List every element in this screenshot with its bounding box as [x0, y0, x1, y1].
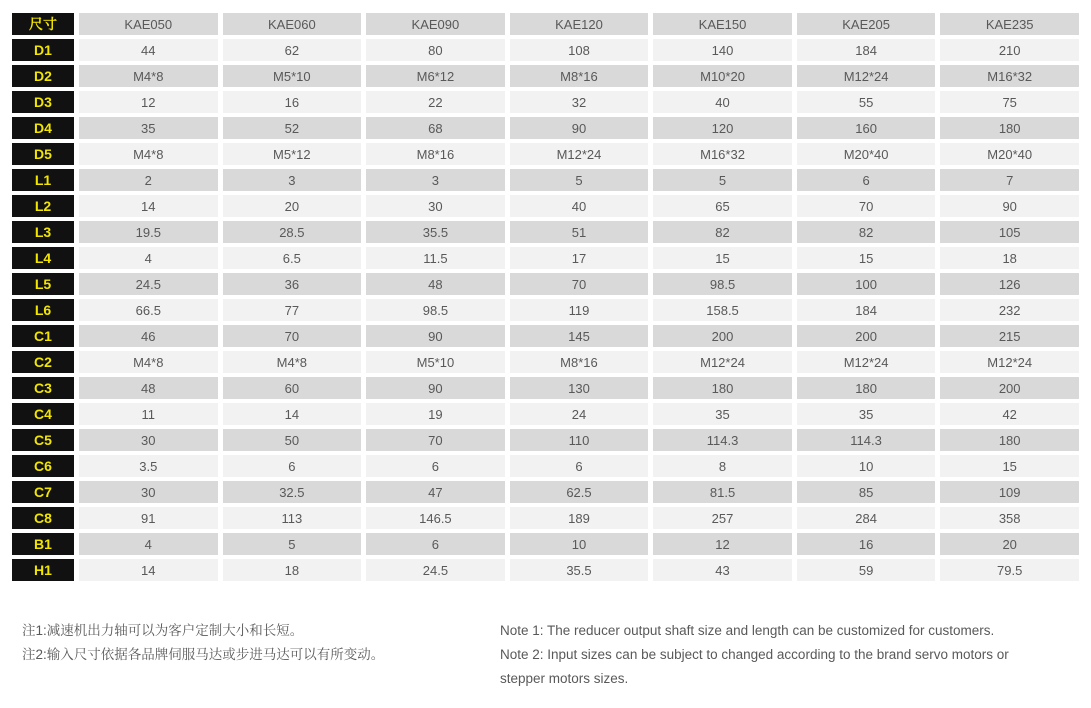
value-cell: 65	[653, 195, 792, 217]
table-row-c2	[12, 351, 1079, 373]
value-cell: 130	[510, 377, 649, 399]
value-cell: 184	[797, 39, 936, 61]
value-cell: 180	[653, 377, 792, 399]
value-cell: 66.5	[79, 299, 218, 321]
value-cell: M12*24	[940, 351, 1079, 373]
value-cell: 19	[366, 403, 505, 425]
value-cell: M8*16	[366, 143, 505, 165]
value-cell: 5	[223, 533, 362, 555]
value-cell: 14	[79, 559, 218, 581]
value-cell: 55	[797, 91, 936, 113]
value-cell: 180	[940, 117, 1079, 139]
value-cell: 108	[510, 39, 649, 61]
value-cell: 3	[366, 169, 505, 191]
note-zh-1: 注1:减速机出力轴可以为客户定制大小和长短。	[22, 623, 304, 638]
row-label-l1: L1	[12, 169, 74, 191]
table-row-c6	[12, 455, 1079, 477]
value-cell: 47	[366, 481, 505, 503]
column-header-kae205: KAE205	[797, 13, 936, 35]
value-cell: M6*12	[366, 65, 505, 87]
value-cell: 14	[223, 403, 362, 425]
value-cell: 60	[223, 377, 362, 399]
value-cell: 189	[510, 507, 649, 529]
table-row-l3	[12, 221, 1079, 243]
value-cell: 40	[653, 91, 792, 113]
table-row-d1	[12, 39, 1079, 61]
value-cell: 30	[79, 429, 218, 451]
value-cell: 4	[79, 247, 218, 269]
row-label-c8: C8	[12, 507, 74, 529]
row-label-d3: D3	[12, 91, 74, 113]
value-cell: 4	[79, 533, 218, 555]
value-cell: 70	[797, 195, 936, 217]
table-row-d5	[12, 143, 1079, 165]
value-cell: 40	[510, 195, 649, 217]
value-cell: 68	[366, 117, 505, 139]
value-cell: 145	[510, 325, 649, 347]
value-cell: 17	[510, 247, 649, 269]
value-cell: 158.5	[653, 299, 792, 321]
value-cell: 90	[510, 117, 649, 139]
header-row	[12, 13, 1079, 35]
row-label-c5: C5	[12, 429, 74, 451]
value-cell: 126	[940, 273, 1079, 295]
value-cell: 46	[79, 325, 218, 347]
value-cell: 42	[940, 403, 1079, 425]
table-row-l1	[12, 169, 1079, 191]
value-cell: 114.3	[653, 429, 792, 451]
value-cell: 90	[366, 325, 505, 347]
value-cell: 15	[940, 455, 1079, 477]
value-cell: 5	[510, 169, 649, 191]
value-cell: 119	[510, 299, 649, 321]
value-cell: 98.5	[366, 299, 505, 321]
value-cell: 100	[797, 273, 936, 295]
value-cell: 200	[797, 325, 936, 347]
value-cell: 90	[940, 195, 1079, 217]
value-cell: M4*8	[79, 65, 218, 87]
value-cell: 257	[653, 507, 792, 529]
value-cell: 48	[366, 273, 505, 295]
value-cell: M12*24	[510, 143, 649, 165]
value-cell: M5*12	[223, 143, 362, 165]
value-cell: 6	[797, 169, 936, 191]
value-cell: 28.5	[223, 221, 362, 243]
value-cell: 24	[510, 403, 649, 425]
table-row-d3	[12, 91, 1079, 113]
value-cell: 8	[653, 455, 792, 477]
value-cell: 180	[797, 377, 936, 399]
value-cell: M8*16	[510, 351, 649, 373]
row-label-b1: B1	[12, 533, 74, 555]
value-cell: 215	[940, 325, 1079, 347]
value-cell: 35.5	[366, 221, 505, 243]
row-label-d2: D2	[12, 65, 74, 87]
value-cell: 120	[653, 117, 792, 139]
value-cell: 70	[223, 325, 362, 347]
note-en-1: Note 1: The reducer output shaft size and length can be customized for customers.	[500, 623, 995, 638]
row-label-l6: L6	[12, 299, 74, 321]
value-cell: 36	[223, 273, 362, 295]
value-cell: 114.3	[797, 429, 936, 451]
value-cell: 110	[510, 429, 649, 451]
value-cell: 19.5	[79, 221, 218, 243]
table-row-h1	[12, 559, 1079, 581]
notes-section	[7, 619, 1084, 691]
value-cell: 98.5	[653, 273, 792, 295]
row-label-c1: C1	[12, 325, 74, 347]
value-cell: M12*24	[797, 351, 936, 373]
value-cell: 6	[510, 455, 649, 477]
column-header-kae120: KAE120	[510, 13, 649, 35]
value-cell: 15	[797, 247, 936, 269]
value-cell: 6	[366, 533, 505, 555]
value-cell: M10*20	[653, 65, 792, 87]
table-row-d4	[12, 117, 1079, 139]
notes-english	[500, 619, 1045, 691]
value-cell: 20	[223, 195, 362, 217]
value-cell: 2	[79, 169, 218, 191]
value-cell: 32.5	[223, 481, 362, 503]
value-cell: 24.5	[79, 273, 218, 295]
value-cell: 51	[510, 221, 649, 243]
value-cell: 200	[940, 377, 1079, 399]
value-cell: 35.5	[510, 559, 649, 581]
row-label-d5: D5	[12, 143, 74, 165]
value-cell: M5*10	[366, 351, 505, 373]
value-cell: 18	[223, 559, 362, 581]
value-cell: 82	[797, 221, 936, 243]
value-cell: 6	[223, 455, 362, 477]
value-cell: 6	[366, 455, 505, 477]
value-cell: 12	[653, 533, 792, 555]
value-cell: M20*40	[940, 143, 1079, 165]
value-cell: 35	[653, 403, 792, 425]
value-cell: 14	[79, 195, 218, 217]
value-cell: 10	[510, 533, 649, 555]
value-cell: 232	[940, 299, 1079, 321]
note-zh-2: 注2:输入尺寸依据各品牌伺服马达或步进马达可以有所变动。	[22, 647, 385, 662]
value-cell: 70	[366, 429, 505, 451]
table-row-c5	[12, 429, 1079, 451]
value-cell: 200	[653, 325, 792, 347]
row-label-c4: C4	[12, 403, 74, 425]
value-cell: 80	[366, 39, 505, 61]
value-cell: M16*32	[940, 65, 1079, 87]
value-cell: 140	[653, 39, 792, 61]
table-row-c1	[12, 325, 1079, 347]
table-header	[12, 13, 1079, 35]
value-cell: M4*8	[223, 351, 362, 373]
value-cell: 210	[940, 39, 1079, 61]
row-label-h1: H1	[12, 559, 74, 581]
value-cell: 184	[797, 299, 936, 321]
value-cell: 18	[940, 247, 1079, 269]
value-cell: 24.5	[366, 559, 505, 581]
value-cell: 59	[797, 559, 936, 581]
column-header-kae060: KAE060	[223, 13, 362, 35]
value-cell: 79.5	[940, 559, 1079, 581]
notes-chinese	[22, 619, 500, 667]
row-label-c7: C7	[12, 481, 74, 503]
value-cell: M12*24	[797, 65, 936, 87]
row-label-d4: D4	[12, 117, 74, 139]
table-row-l6	[12, 299, 1079, 321]
value-cell: 30	[366, 195, 505, 217]
value-cell: M12*24	[653, 351, 792, 373]
value-cell: 16	[223, 91, 362, 113]
value-cell: 10	[797, 455, 936, 477]
value-cell: 3.5	[79, 455, 218, 477]
value-cell: 81.5	[653, 481, 792, 503]
value-cell: M5*10	[223, 65, 362, 87]
value-cell: 35	[79, 117, 218, 139]
value-cell: 62	[223, 39, 362, 61]
value-cell: 6.5	[223, 247, 362, 269]
table-row-l2	[12, 195, 1079, 217]
row-label-c2: C2	[12, 351, 74, 373]
row-label-l4: L4	[12, 247, 74, 269]
value-cell: 11.5	[366, 247, 505, 269]
table-row-l5	[12, 273, 1079, 295]
value-cell: 43	[653, 559, 792, 581]
value-cell: 91	[79, 507, 218, 529]
value-cell: 90	[366, 377, 505, 399]
value-cell: 52	[223, 117, 362, 139]
table-body	[12, 39, 1079, 581]
column-header-kae090: KAE090	[366, 13, 505, 35]
value-cell: 5	[653, 169, 792, 191]
column-header-kae050: KAE050	[79, 13, 218, 35]
value-cell: M8*16	[510, 65, 649, 87]
value-cell: 11	[79, 403, 218, 425]
value-cell: 30	[79, 481, 218, 503]
row-label-d1: D1	[12, 39, 74, 61]
value-cell: 160	[797, 117, 936, 139]
note-en-2: Note 2: Input sizes can be subject to changed according to the brand servo motors or stepper motors sizes.	[500, 647, 1009, 686]
value-cell: 358	[940, 507, 1079, 529]
value-cell: 180	[940, 429, 1079, 451]
value-cell: 7	[940, 169, 1079, 191]
value-cell: 20	[940, 533, 1079, 555]
row-label-l3: L3	[12, 221, 74, 243]
value-cell: 146.5	[366, 507, 505, 529]
value-cell: 105	[940, 221, 1079, 243]
table-row-c8	[12, 507, 1079, 529]
value-cell: M16*32	[653, 143, 792, 165]
table-row-d2	[12, 65, 1079, 87]
value-cell: 77	[223, 299, 362, 321]
value-cell: 284	[797, 507, 936, 529]
table-row-l4	[12, 247, 1079, 269]
value-cell: 35	[797, 403, 936, 425]
value-cell: 3	[223, 169, 362, 191]
column-header-kae235: KAE235	[940, 13, 1079, 35]
value-cell: M4*8	[79, 351, 218, 373]
table-row-c4	[12, 403, 1079, 425]
value-cell: 113	[223, 507, 362, 529]
corner-header-size-label: 尺寸	[12, 13, 74, 35]
value-cell: 48	[79, 377, 218, 399]
value-cell: 15	[653, 247, 792, 269]
value-cell: 12	[79, 91, 218, 113]
value-cell: M20*40	[797, 143, 936, 165]
table-row-c3	[12, 377, 1079, 399]
value-cell: 16	[797, 533, 936, 555]
value-cell: 82	[653, 221, 792, 243]
dimension-spec-table	[7, 9, 1084, 585]
value-cell: 70	[510, 273, 649, 295]
column-header-kae150: KAE150	[653, 13, 792, 35]
table-row-c7	[12, 481, 1079, 503]
value-cell: 22	[366, 91, 505, 113]
value-cell: 109	[940, 481, 1079, 503]
row-label-l2: L2	[12, 195, 74, 217]
row-label-c3: C3	[12, 377, 74, 399]
row-label-l5: L5	[12, 273, 74, 295]
value-cell: 75	[940, 91, 1079, 113]
table-row-b1	[12, 533, 1079, 555]
value-cell: 32	[510, 91, 649, 113]
value-cell: M4*8	[79, 143, 218, 165]
value-cell: 50	[223, 429, 362, 451]
value-cell: 62.5	[510, 481, 649, 503]
value-cell: 85	[797, 481, 936, 503]
row-label-c6: C6	[12, 455, 74, 477]
value-cell: 44	[79, 39, 218, 61]
